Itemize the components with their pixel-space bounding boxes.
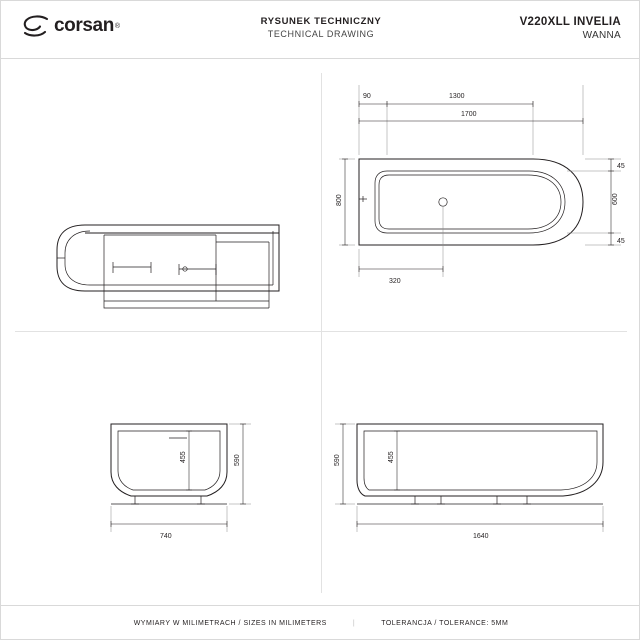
dim-590-front: 590 [334, 454, 341, 466]
footer-separator: | [352, 619, 356, 627]
product-identification [520, 15, 621, 43]
dim-455-front: 455 [388, 451, 395, 463]
dim-45-bottom: 45 [617, 238, 625, 245]
dim-320: 320 [389, 278, 401, 285]
perspective-view [1, 59, 321, 331]
sheet-footer [1, 605, 640, 639]
dim-455-side: 455 [180, 451, 187, 463]
dim-1300: 1300 [449, 93, 465, 100]
sheet-header [1, 1, 640, 59]
registered-mark: ® [114, 22, 121, 30]
dim-590-side: 590 [234, 454, 241, 466]
brand-name: corsan [54, 15, 114, 36]
drawing-title-pl: RYSUNEK TECHNICZNY [260, 16, 382, 27]
top-view [321, 59, 640, 331]
units-note: WYMIARY W MILIMETRACH / SIZES IN MILIMETERS [133, 619, 327, 627]
product-code: V220XLL INVELIA [519, 16, 621, 28]
dim-90: 90 [363, 93, 371, 100]
dim-1640: 1640 [473, 533, 489, 540]
side-view [1, 332, 321, 607]
dim-800: 800 [336, 194, 343, 206]
dim-740: 740 [160, 533, 172, 540]
product-type: WANNA [582, 30, 621, 41]
tolerance-note: TOLERANCJA / TOLERANCE: 5MM [381, 619, 509, 627]
dim-1700: 1700 [461, 111, 477, 118]
dim-600: 600 [612, 193, 619, 205]
front-view [321, 332, 640, 607]
drawing-title-en: TECHNICAL DRAWING [267, 29, 375, 39]
dim-45-top: 45 [617, 163, 625, 170]
